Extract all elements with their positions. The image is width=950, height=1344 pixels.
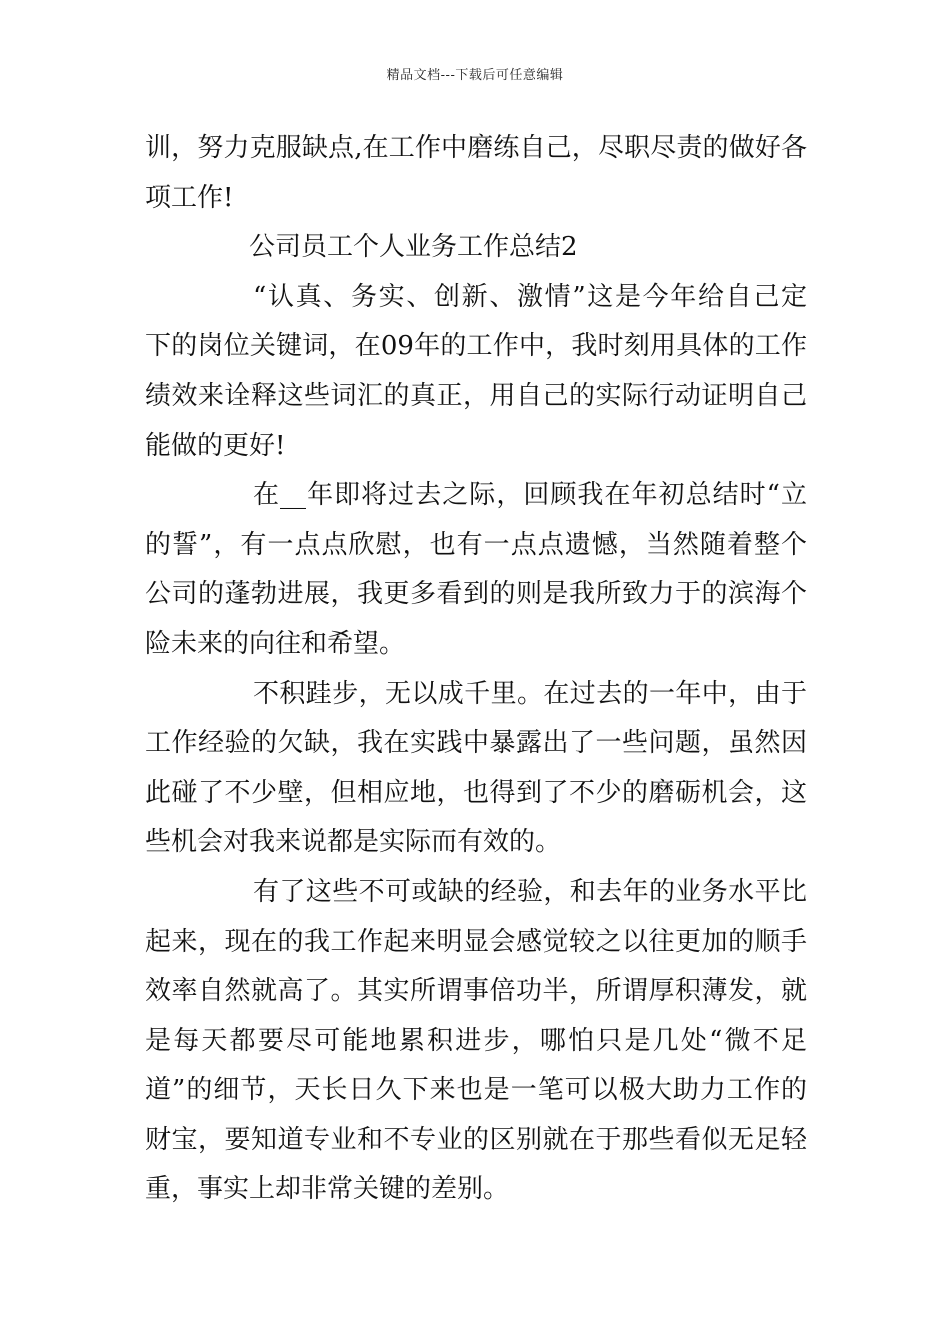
text-line: 险未来的向往和希望。: [145, 628, 406, 659]
text-line: 有了这些不可或缺的经验，和去年的业务水平比: [253, 876, 807, 907]
text-line: 些机会对我来说都是实际而有效的。: [145, 827, 562, 858]
text-line: 此碰了不少壁，但相应地，也得到了不少的磨砺机会，这: [145, 777, 807, 808]
document-body: [145, 124, 807, 1215]
page-header: 精品文档---下载后可任意编辑: [386, 68, 564, 83]
text-line: 重，事实上却非常关键的差别。: [145, 1174, 510, 1205]
text-line: 绩效来诠释这些词汇的真正，用自己的实际行动证明自己: [145, 380, 807, 411]
text-line: 训，努力克服缺点,在工作中磨练自己，尽职尽责的做好各: [145, 133, 807, 163]
text-line: 能做的更好!: [145, 430, 286, 461]
text-line: “认真、务实、创新、激情”这是今年给自己定: [253, 281, 807, 312]
text-line: 财宝，要知道专业和不专业的区别就在于那些看似无足轻: [145, 1124, 807, 1155]
text-line: 在__年即将过去之际，回顾我在年初总结时“立: [253, 480, 807, 511]
text-line: 效率自然就高了。其实所谓事倍功半，所谓厚积薄发，就: [145, 976, 807, 1007]
text-line: 起来，现在的我工作起来明显会感觉较之以往更加的顺手: [145, 926, 807, 957]
text-line: 的誓”，有一点点欣慰，也有一点点遗憾，当然随着整个: [145, 529, 807, 560]
section-title: 公司员工个人业务工作总结2: [249, 232, 578, 263]
text-line: 不积跬步，无以成千里。在过去的一年中，由于: [253, 678, 807, 709]
text-line: 公司的蓬勃进展，我更多看到的则是我所致力于的滨海个: [145, 579, 807, 610]
text-line: 项工作!: [145, 182, 234, 213]
text-line: 道”的细节，天长日久下来也是一笔可以极大助力工作的: [145, 1075, 807, 1106]
text-line: 工作经验的欠缺，我在实践中暴露出了一些问题，虽然因: [145, 728, 807, 759]
text-line: 是每天都要尽可能地累积进步，哪怕只是几处“微不足: [145, 1025, 807, 1056]
text-line: 下的岗位关键词，在09年的工作中，我时刻用具体的工作: [145, 331, 807, 362]
